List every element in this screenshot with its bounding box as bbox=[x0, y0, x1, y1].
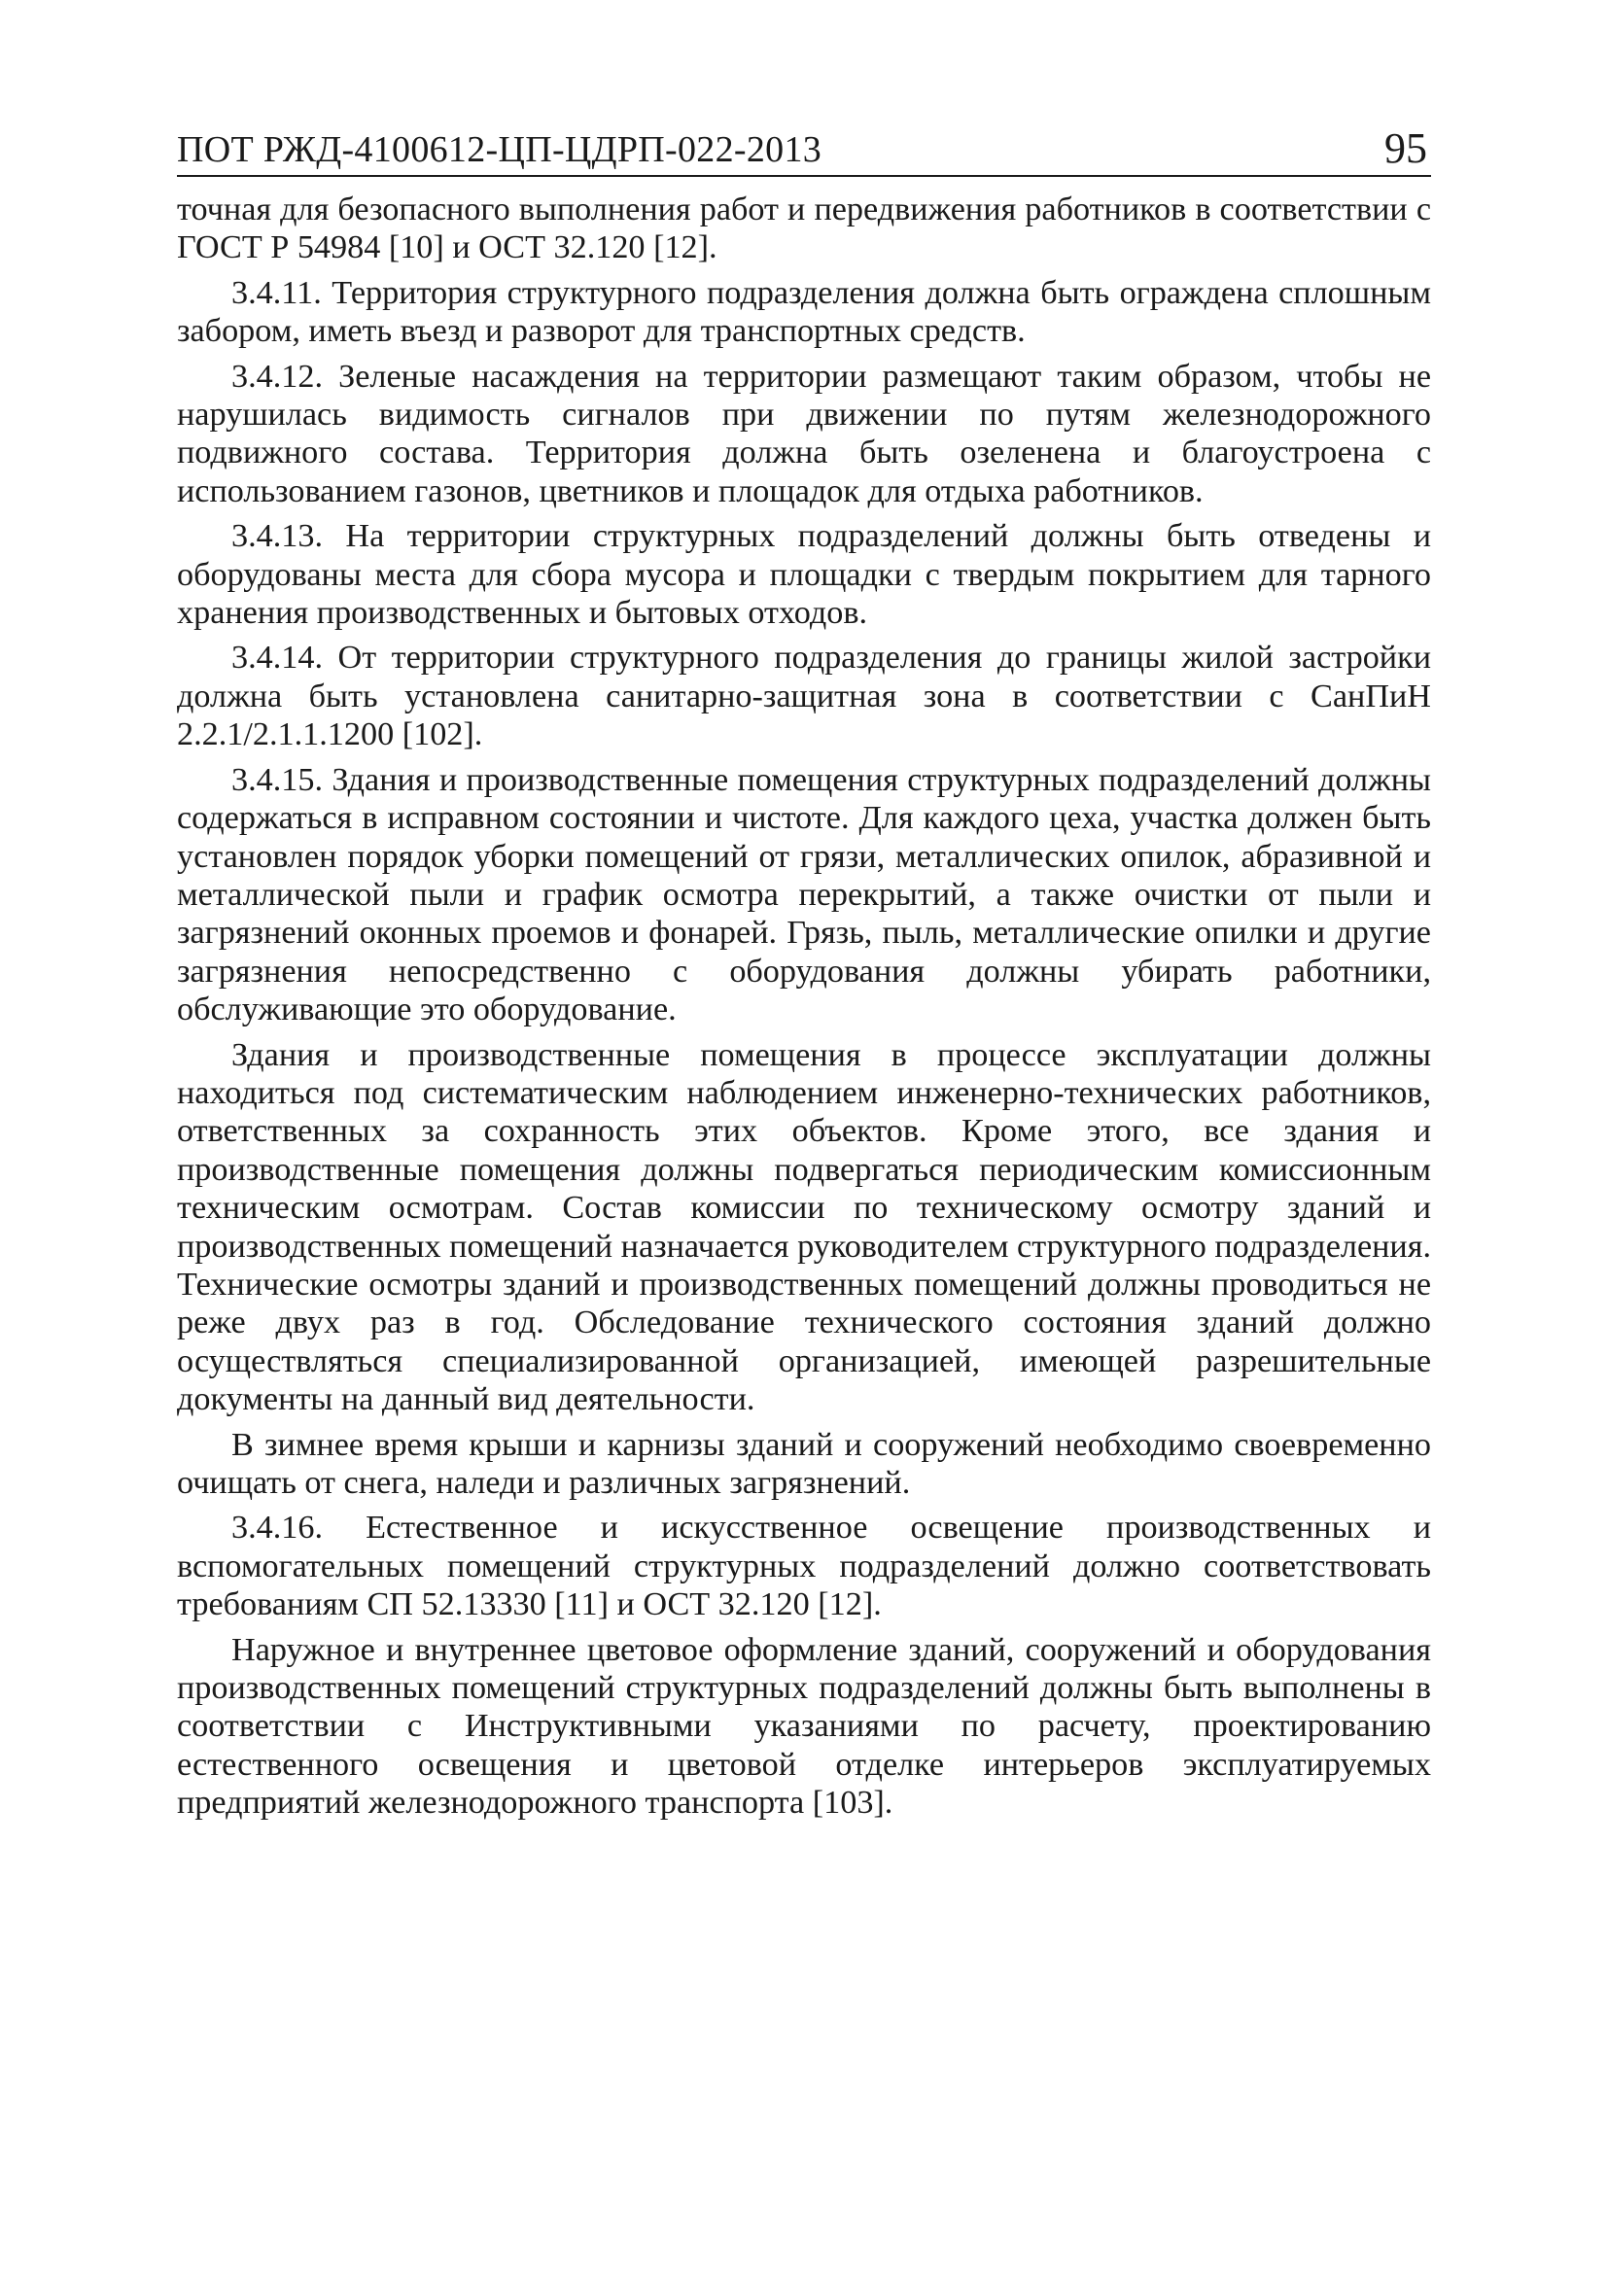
paragraph-3-4-15: 3.4.15. Здания и производственные помещения структурных подразделений должны содержаться в исправном состоянии и чистоте. Для каждого цеха, участка должен быть установлен порядок уборки помещений от грязи, металлических опилок, абразивной и металлической пыли и график осмотра перекрытий, а также очистки от пыли и загрязнений оконных проемов и фонарей. Грязь, пыль, металлические опилки и другие загрязнения непосредственно с оборудования должны убирать работники, обслуживающие это оборудование. bbox=[177, 761, 1431, 1028]
paragraph-color-design: Наружное и внутреннее цветовое оформление зданий, сооружений и оборудования производственных помещений структурных подразделений должны быть выполнены в соответствии с Инструктивными указаниями по расчету, проектированию естественного освещения и цветовой отделке интерьеров эксплуатируемых предприятий железнодорожного транспорта [103]. bbox=[177, 1631, 1431, 1822]
paragraph-3-4-16: 3.4.16. Естественное и искусственное освещение производственных и вспомогательных помещений структурных подразделений должно соответствовать требованиям СП 52.13330 [11] и ОСТ 32.120 [12]. bbox=[177, 1510, 1431, 1623]
page-number: 95 bbox=[1384, 124, 1427, 172]
document-code: ПОТ РЖД-4100612-ЦП-ЦДРП-022-2013 bbox=[177, 129, 822, 170]
paragraph-buildings-inspection: Здания и производственные помещения в процессе эксплуатации должны находиться под систематическим наблюдением инженерно-технических работников, ответственных за сохранность этих объектов. Кроме этого, все здания и производственные помещения должны подвергаться периодическим комиссионным техническим осмотрам. Состав комиссии по техническому осмотру зданий и производственных помещений назначается руководителем структурного подразделения. Технические осмотры зданий и производственных помещений должны проводиться не реже двух раз в год. Обследование технического состояния зданий должно осуществляться специализированной организацией, имеющей разрешительные документы на данный вид деятельности. bbox=[177, 1036, 1431, 1418]
paragraph-3-4-12: 3.4.12. Зеленые насаждения на территории размещают таким образом, чтобы не нарушилась видимость сигналов при движении по путям железнодорожного подвижного состава. Территория должна быть озеленена и благоустроена с использованием газонов, цветников и площадок для отдыха работников. bbox=[177, 358, 1431, 509]
paragraph-3-4-13: 3.4.13. На территории структурных подразделений должны быть отведены и оборудованы места для сбора мусора и площадки с твердым покрытием для тарного хранения производственных и бытовых отходов. bbox=[177, 518, 1431, 632]
page-header bbox=[177, 115, 1431, 177]
paragraph-winter-roofs: В зимнее время крыши и карнизы зданий и сооружений необходимо своевременно очищать от снега, наледи и различных загрязнений. bbox=[177, 1426, 1431, 1501]
paragraph-3-4-11: 3.4.11. Территория структурного подразделения должна быть ограждена сплошным забором, иметь въезд и разворот для транспортных средств. bbox=[177, 274, 1431, 350]
paragraph-continuation: точная для безопасного выполнения работ и передвижения работников в соответствии с ГОСТ Р 54984 [10] и ОСТ 32.120 [12]. bbox=[177, 191, 1431, 266]
paragraph-3-4-14: 3.4.14. От территории структурного подразделения до границы жилой застройки должна быть установлена санитарно-защитная зона в соответствии с СанПиН 2.2.1/2.1.1.1200 [102]. bbox=[177, 640, 1431, 753]
body-text bbox=[177, 191, 1431, 1829]
